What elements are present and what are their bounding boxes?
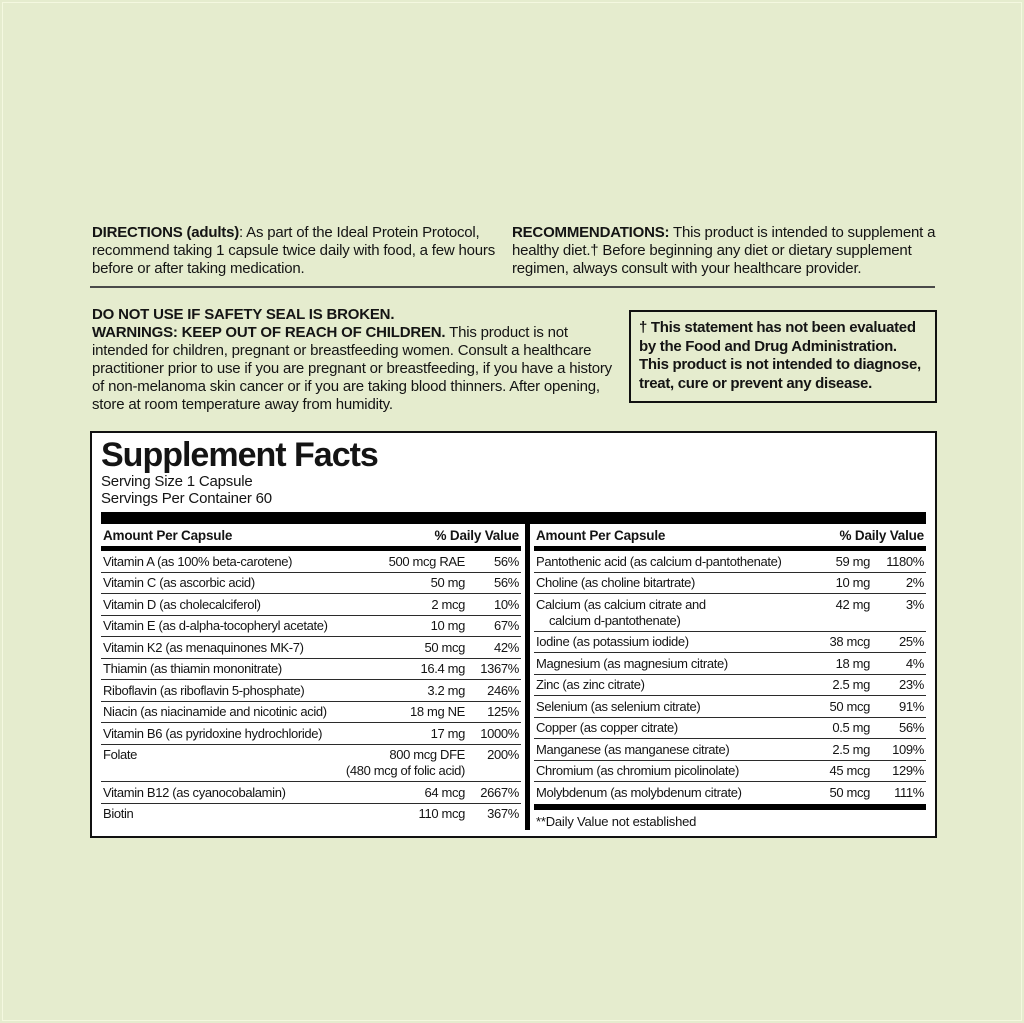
nutrient-dv: 109% — [892, 741, 924, 757]
nutrient-dv: 200% — [487, 747, 519, 762]
nutrient-name — [534, 575, 836, 591]
table-row — [534, 760, 926, 782]
fda-disclaimer-box — [629, 310, 937, 403]
nutrient-name-line1: Vitamin D (as cholecalciferol) — [103, 596, 261, 612]
nutrient-name — [101, 661, 420, 677]
column-header — [534, 524, 926, 546]
supplement-facts-panel — [90, 431, 937, 838]
table-row — [534, 674, 926, 696]
nutrient-name — [101, 704, 410, 720]
nutrient-rows-left — [101, 551, 521, 824]
recommendations-text — [512, 224, 936, 278]
nutrient-name-line1: Choline (as choline bitartrate) — [536, 575, 695, 590]
nutrient-name — [101, 683, 427, 699]
nutrient-dv: 23% — [899, 677, 924, 692]
nutrient-dv: 129% — [892, 763, 924, 778]
facts-column-left — [101, 524, 521, 830]
nutrient-amount: 64 mcg — [424, 784, 465, 800]
table-row — [101, 636, 521, 658]
nutrient-name — [101, 640, 424, 656]
facts-divider-bar — [101, 512, 926, 524]
nutrient-name — [101, 726, 431, 742]
nutrient-amount: 2.5 mg — [832, 741, 870, 757]
amount-header: Amount Per Capsule — [103, 528, 233, 543]
warnings-paragraph — [92, 324, 624, 414]
nutrient-name-line1: Vitamin K2 (as menaquinones MK-7) — [103, 639, 304, 655]
nutrient-amount: 50 mcg — [829, 698, 870, 714]
nutrient-dv: 10% — [494, 596, 519, 612]
nutrient-amount: 3.2 mg — [427, 682, 465, 698]
warnings-text — [92, 306, 624, 414]
nutrient-name — [534, 554, 836, 570]
nutrient-name — [534, 677, 832, 693]
table-row — [101, 593, 521, 615]
nutrient-amount: 38 mcg — [829, 634, 870, 649]
table-row — [534, 572, 926, 594]
nutrient-dv: 125% — [487, 704, 519, 719]
fda-disclaimer-text: † This statement has not been evaluated by the Food and Drug Administration. This product is not intended to diagnose, treat, cure or prevent any disease. — [639, 319, 921, 392]
nutrient-name — [101, 597, 431, 613]
nutrient-name-line1: Folate — [103, 747, 138, 762]
nutrient-name — [534, 634, 829, 650]
nutrient-dv: 25% — [899, 634, 924, 649]
directions-text — [92, 224, 510, 278]
nutrient-dv: 67% — [494, 618, 519, 633]
nutrient-name — [101, 618, 431, 634]
nutrient-name-line1: Vitamin B6 (as pyridoxine hydrochloride) — [103, 725, 323, 741]
table-row — [534, 695, 926, 717]
nutrient-name-line1: Magnesium (as magnesium citrate) — [536, 655, 728, 671]
nutrient-name-line1: Biotin — [103, 806, 134, 821]
nutrient-dv: 56% — [494, 553, 519, 569]
nutrient-amount: 17 mg — [430, 725, 465, 741]
nutrient-name-line1: Calcium (as calcium citrate and — [536, 596, 706, 612]
servings-per-container: Servings Per Container 60 — [101, 489, 272, 507]
nutrient-name — [101, 747, 389, 763]
nutrient-amount: 10 mg — [835, 575, 870, 590]
supplement-facts-title: Supplement Facts — [101, 436, 378, 474]
nutrient-amount: 50 mg — [430, 575, 465, 590]
table-row — [101, 615, 521, 637]
nutrient-amount: 16.4 mg — [420, 661, 465, 676]
nutrient-dv: 56% — [899, 720, 924, 735]
table-row — [101, 744, 521, 782]
warnings-body: This product is not intended for children, pregnant or breastfeeding women. Consult a healthcare practitioner prior to use if you are pregnant or breastfeeding, if you have a history of non-melanoma skin cancer or if you are taking blood thinners. After opening, store at room temperature away from humidity. — [92, 324, 612, 413]
daily-value-footnote: **Daily Value not established — [536, 813, 697, 829]
nutrient-amount: 0.5 mg — [832, 720, 870, 735]
nutrient-name — [101, 575, 431, 591]
nutrient-name-line1: Selenium (as selenium citrate) — [536, 698, 701, 714]
nutrient-dv: 4% — [905, 655, 924, 671]
nutrient-amount: 50 mcg — [424, 639, 465, 655]
table-row — [534, 738, 926, 760]
table-row — [101, 781, 521, 803]
nutrient-name-line1: Iodine (as potassium iodide) — [536, 634, 689, 649]
nutrient-name — [534, 597, 836, 629]
serving-size: Serving Size 1 Capsule — [101, 473, 253, 490]
nutrient-name — [534, 763, 829, 779]
nutrient-name — [534, 785, 829, 801]
nutrient-amount: 42 mg — [835, 596, 870, 612]
nutrient-name — [534, 699, 829, 715]
nutrient-dv: 1367% — [480, 661, 519, 676]
table-row — [101, 551, 521, 572]
recommendations-body: This product is intended to supplement a healthy diet.† Before beginning any diet or dietary supplement regimen, always consult with your healthcare provider. — [512, 224, 936, 277]
column-header — [101, 524, 521, 546]
nutrient-name-line1: Vitamin B12 (as cyanocobalamin) — [103, 784, 286, 800]
nutrient-name-line1: Vitamin E (as d-alpha-tocopheryl acetate) — [103, 618, 328, 633]
nutrient-name-line1: Vitamin A (as 100% beta-carotene) — [103, 553, 293, 569]
nutrient-amount: 500 mcg RAE — [388, 553, 465, 569]
facts-column-right — [534, 524, 926, 830]
table-row — [534, 551, 926, 572]
table-row — [534, 717, 926, 739]
amount-header: Amount Per Capsule — [536, 528, 666, 543]
nutrient-amount: 2.5 mg — [832, 677, 870, 692]
nutrient-dv: 1180% — [886, 553, 924, 569]
directions-body: : As part of the Ideal Protein Protocol, recommend taking 1 capsule twice daily with food, a few hours before or after taking medication. — [92, 224, 496, 277]
daily-value-header: % Daily Value — [839, 528, 924, 543]
nutrient-amount: 50 mcg — [829, 784, 870, 800]
nutrient-name-line1: Pantothenic acid (as calcium d-pantothenate) — [536, 553, 782, 569]
nutrient-name-line1: Niacin (as niacinamide and nicotinic acid) — [103, 704, 327, 719]
nutrient-name — [534, 742, 832, 758]
nutrient-name-line1: Manganese (as manganese citrate) — [536, 741, 730, 757]
nutrient-name-line1: Chromium (as chromium picolinolate) — [536, 763, 740, 778]
nutrient-dv: 2667% — [480, 784, 519, 800]
column-divider — [525, 524, 530, 830]
nutrient-name — [534, 656, 836, 672]
nutrient-dv: 3% — [905, 596, 924, 612]
nutrient-rows-right — [534, 551, 926, 803]
nutrient-name — [101, 806, 419, 822]
nutrient-dv: 1000% — [480, 725, 519, 741]
nutrient-amount-line2: (480 mcg of folic acid) — [345, 763, 465, 778]
nutrient-amount: 18 mg — [835, 655, 870, 671]
nutrient-dv: 56% — [494, 575, 519, 590]
nutrient-name — [101, 554, 389, 570]
daily-value-header: % Daily Value — [434, 528, 519, 543]
table-row — [101, 679, 521, 701]
nutrient-dv: 367% — [487, 806, 519, 821]
nutrient-name — [101, 785, 424, 801]
table-row — [101, 658, 521, 680]
table-row — [101, 803, 521, 825]
table-row — [534, 631, 926, 653]
nutrient-name-line1: Riboflavin (as riboflavin 5-phosphate) — [103, 682, 305, 698]
recommendations-label: RECOMMENDATIONS: — [512, 224, 670, 241]
nutrient-dv: 42% — [494, 639, 519, 655]
nutrient-amount: 59 mg — [835, 553, 870, 569]
nutrient-dv: 111% — [894, 784, 924, 800]
nutrient-amount: 45 mcg — [829, 763, 870, 778]
facts-columns — [101, 524, 926, 830]
nutrient-name-line2: calcium d-pantothenate) — [549, 612, 681, 628]
nutrient-amount: 2 mcg — [431, 596, 465, 612]
table-row — [101, 701, 521, 723]
table-row — [534, 781, 926, 803]
table-row — [534, 652, 926, 674]
table-row — [101, 572, 521, 594]
warnings-label: WARNINGS: KEEP OUT OF REACH OF CHILDREN. — [92, 324, 446, 341]
nutrient-name-line1: Vitamin C (as ascorbic acid) — [103, 575, 255, 590]
nutrient-name-line1: Copper (as copper citrate) — [536, 720, 678, 735]
nutrient-name-line1: Molybdenum (as molybdenum citrate) — [536, 784, 742, 800]
nutrient-amount: 18 mg NE — [409, 704, 465, 719]
directions-label: DIRECTIONS (adults) — [92, 224, 240, 241]
nutrient-amount: 10 mg — [430, 618, 465, 633]
nutrient-dv: 2% — [905, 575, 924, 590]
table-row — [534, 593, 926, 631]
nutrient-name — [534, 720, 832, 736]
nutrient-amount: 110 mcg — [418, 806, 465, 821]
table-row — [101, 722, 521, 744]
section-divider — [90, 286, 935, 288]
nutrient-name-line1: Zinc (as zinc citrate) — [536, 677, 645, 692]
nutrient-dv: 246% — [487, 682, 519, 698]
nutrient-name-line1: Thiamin (as thiamin mononitrate) — [103, 661, 282, 676]
nutrient-amount: 800 mcg DFE — [389, 747, 465, 762]
nutrient-dv: 91% — [899, 698, 924, 714]
safety-seal-warning: DO NOT USE IF SAFETY SEAL IS BROKEN. — [92, 306, 395, 323]
